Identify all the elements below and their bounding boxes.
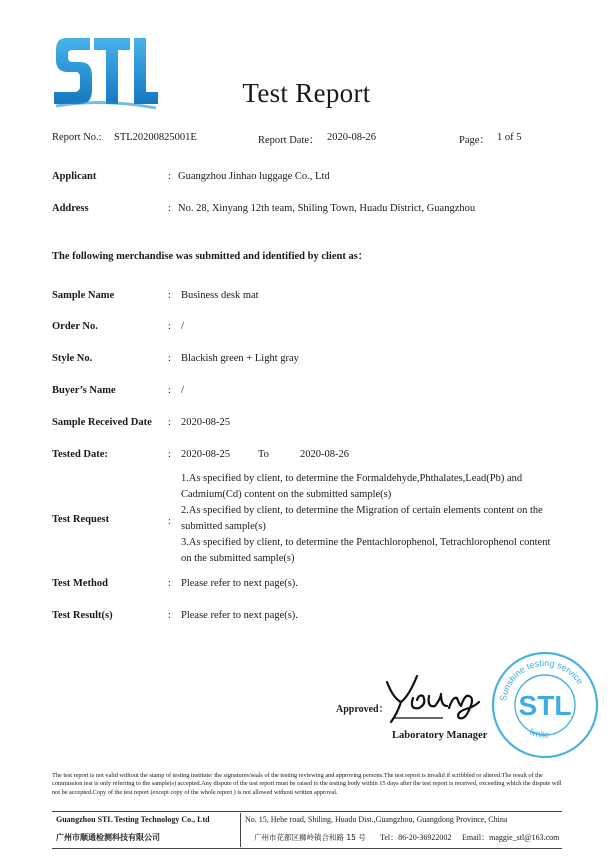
colon: : bbox=[168, 417, 171, 428]
address-value: No. 28, Xinyang 12th team, Shiling Town, Huadu District, Guangzhou bbox=[178, 203, 476, 214]
tested-to-word: To bbox=[258, 449, 269, 460]
approved-label: Approved： bbox=[336, 704, 389, 715]
colon: : bbox=[168, 321, 171, 332]
stamp-ring-bottom-text: limite bbox=[528, 726, 550, 740]
colon: : bbox=[168, 610, 171, 621]
colon: : bbox=[168, 385, 171, 396]
report-date-label: Report Date： bbox=[258, 135, 320, 146]
sample-name-label: Sample Name bbox=[52, 290, 115, 301]
order-no-label: Order No. bbox=[52, 321, 98, 332]
company-email: Email：maggie_stl@163.com bbox=[462, 833, 560, 842]
received-date-value: 2020-08-25 bbox=[181, 417, 230, 428]
test-result-value: Please refer to next page(s). bbox=[181, 610, 298, 621]
company-name-en: Guangzhou STL Testing Technology Co., Ltd bbox=[56, 815, 210, 824]
style-no-value: Blackish green + Light gray bbox=[181, 353, 299, 364]
laboratory-manager-label: Laboratory Manager bbox=[392, 730, 488, 741]
stamp-center-text: STL bbox=[518, 690, 572, 721]
applicant-value: Guangzhou Jinhao luggage Co., Ltd bbox=[178, 171, 330, 182]
colon: : bbox=[168, 578, 171, 589]
received-date-label: Sample Received Date bbox=[52, 417, 152, 428]
colon: : bbox=[168, 449, 171, 460]
applicant-label: Applicant bbox=[52, 171, 97, 182]
intro-text: The following merchandise was submitted and identified by client as： bbox=[52, 251, 369, 262]
tested-to-value: 2020-08-26 bbox=[300, 449, 349, 460]
order-no-value: / bbox=[181, 321, 184, 332]
page-value: 1 of 5 bbox=[497, 132, 522, 143]
report-no-label: Report No.: bbox=[52, 132, 102, 143]
company-address-cn: 广州市花都区狮岭镇合和路 15 号 bbox=[254, 833, 366, 842]
test-method-label: Test Method bbox=[52, 578, 108, 589]
test-request-item: 2.As specified by client, to determine the Migration of certain elements content on the submitted sample(s) bbox=[181, 505, 543, 532]
page-title: Test Report bbox=[242, 78, 371, 108]
colon: : bbox=[168, 171, 171, 182]
company-name-cn: 广州市顺通检测科技有限公司 bbox=[56, 833, 160, 842]
colon: : bbox=[168, 353, 171, 364]
footer-bottom-divider bbox=[52, 848, 562, 849]
test-request-label: Test Request bbox=[52, 514, 110, 525]
buyer-name-label: Buyer’s Name bbox=[52, 385, 116, 396]
signature bbox=[383, 668, 483, 728]
report-date-value: 2020-08-26 bbox=[327, 132, 376, 143]
tested-from-value: 2020-08-25 bbox=[181, 449, 230, 460]
buyer-name-value: / bbox=[181, 385, 184, 396]
company-address-en: No. 15, Hehe road, Shiling, Huadu Dist.,Guangzhou, Guangdong Province, China bbox=[245, 815, 508, 824]
footer-vertical-divider bbox=[240, 813, 241, 847]
test-request-item: 3.As specified by client, to determine the Pentachlorophenol, Tetrachlorophenol content on the submitted sample(s) bbox=[181, 537, 551, 564]
colon: : bbox=[168, 516, 171, 527]
style-no-label: Style No. bbox=[52, 353, 93, 364]
colon: : bbox=[168, 203, 171, 214]
tested-date-label: Tested Date: bbox=[52, 449, 108, 460]
colon: : bbox=[168, 290, 171, 301]
svg-text:limite bbox=[528, 727, 549, 740]
page-label: Page： bbox=[459, 135, 490, 146]
test-method-value: Please refer to next page(s). bbox=[181, 578, 298, 589]
stamp-ring-top-text: Sunshine testing service bbox=[498, 657, 586, 702]
footer-divider bbox=[52, 811, 562, 812]
test-result-label: Test Result(s) bbox=[52, 610, 113, 621]
address-label: Address bbox=[52, 203, 89, 214]
disclaimer-text: The test report is not valid without the stamp of testing institute/ the signatures/seals of the testing reviewing and approving persons.The test report is invalid if scribbled or altered.The result of the commission test is only referring to the sample(s) accepted.Any dispute of the test report must be raised to the testing body within 15 days after the test report is received, exceeding which the dispute will not be accepted.Copy of the test report (except copy of the whole report ) is not allowed without written approval. bbox=[52, 772, 562, 796]
company-stamp bbox=[490, 650, 600, 760]
sample-name-value: Business desk mat bbox=[181, 290, 259, 301]
test-request-item: 1.As specified by client, to determine the Formaldehyde,Phthalates,Lead(Pb) and Cadmium(Cd) content on the submitted sample(s) bbox=[181, 473, 523, 500]
test-request-list bbox=[181, 471, 561, 567]
report-no-value: STL20200825001E bbox=[114, 132, 197, 143]
company-tel: Tel：86-20-36922002 bbox=[380, 833, 452, 842]
